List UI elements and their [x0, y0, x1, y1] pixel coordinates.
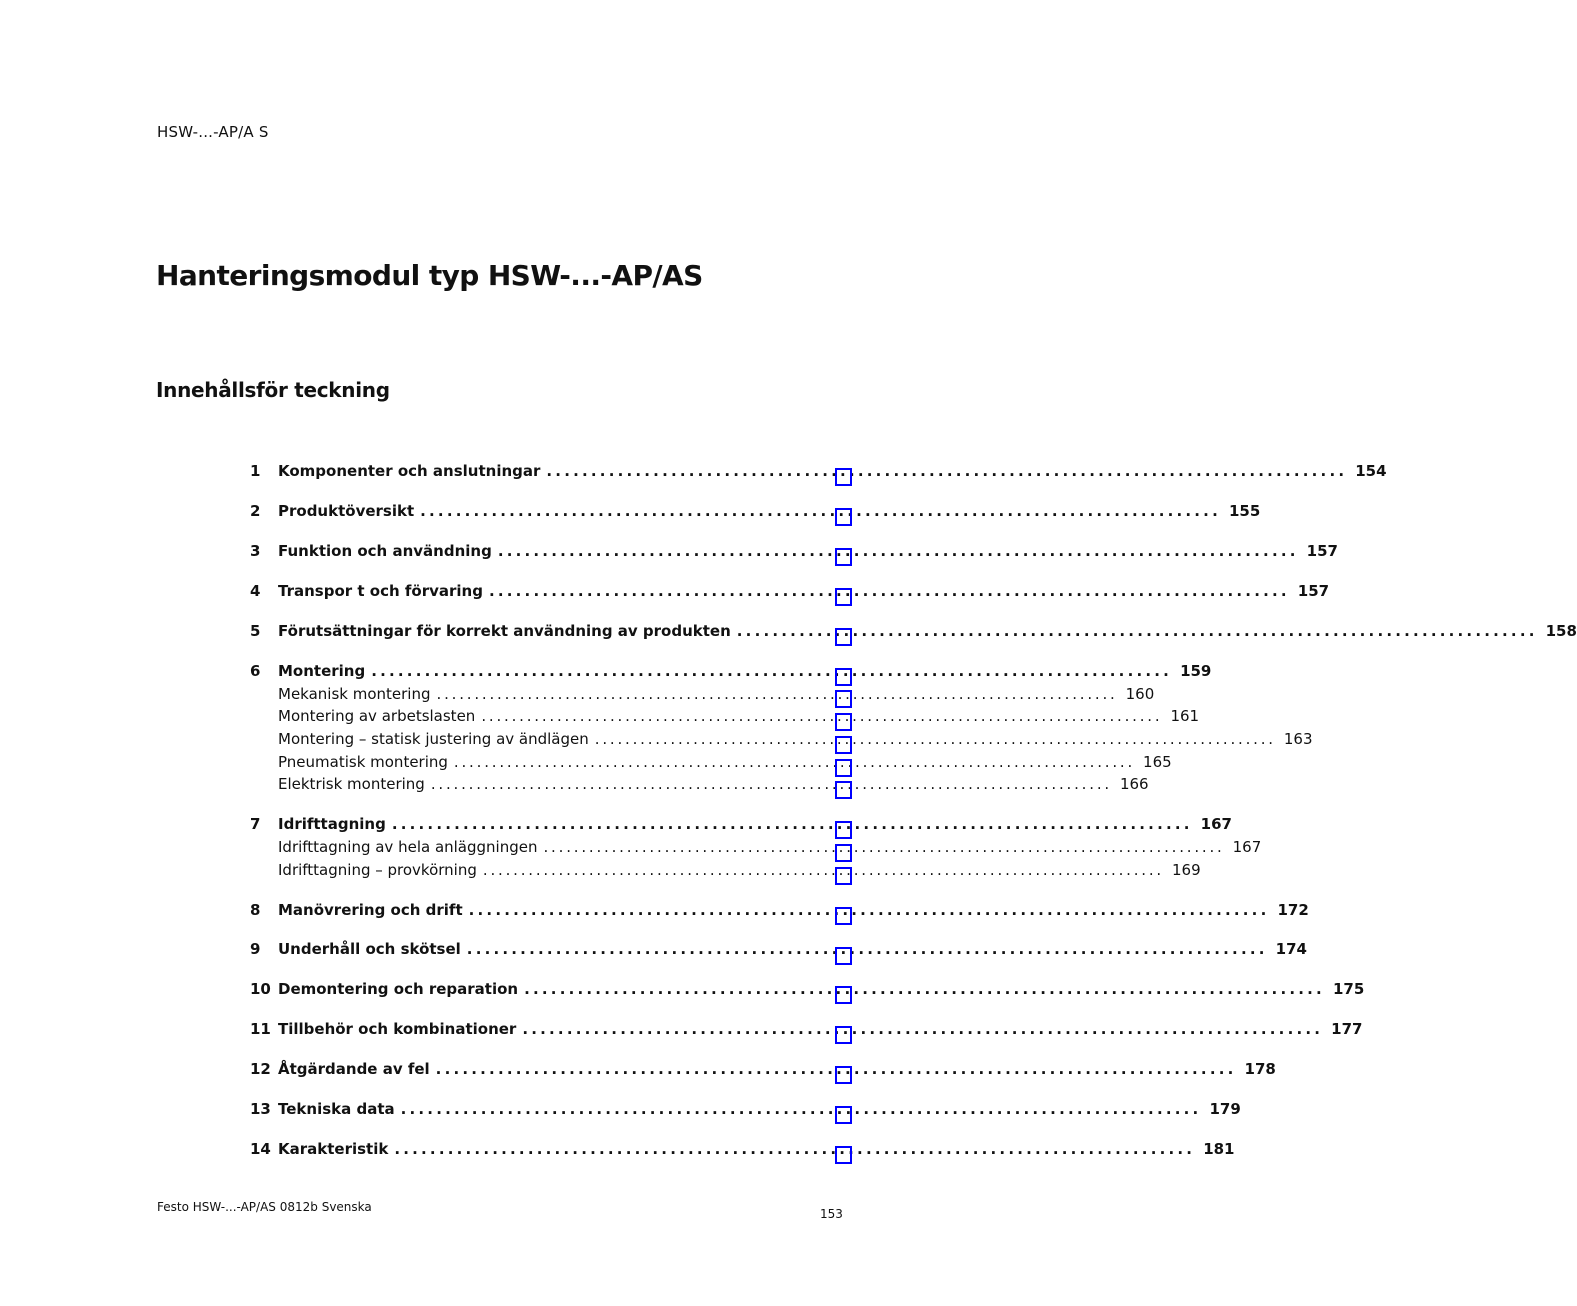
- footer-document-info: Festo HSW-...-AP/AS 0812b Svenska: [157, 1200, 372, 1214]
- toc-entry-number: 6: [250, 662, 261, 680]
- toc-subentry-6-1[interactable]: [250, 683, 1155, 705]
- page-link-box[interactable]: [835, 508, 852, 526]
- document-title: Hanteringsmodul typ HSW-...-AP/AS: [156, 259, 703, 292]
- toc-entry-page: 166: [1119, 775, 1149, 793]
- toc-entry-12[interactable]: [250, 1058, 1276, 1080]
- toc-entry-title[interactable]: Pneumatisk montering: [278, 753, 448, 771]
- toc-entry-title[interactable]: Mekanisk montering: [278, 685, 431, 703]
- toc-entry-number: 3: [250, 542, 261, 560]
- dot-leader: ..........................................................................................: [391, 815, 1193, 833]
- toc-entry-14[interactable]: [250, 1138, 1235, 1160]
- toc-entry-page: 155: [1228, 502, 1261, 520]
- toc-entry-1[interactable]: [250, 460, 1387, 482]
- toc-entry-page: 154: [1355, 462, 1387, 480]
- dot-leader: ..........................................................................................: [400, 1100, 1202, 1118]
- toc-entry-title[interactable]: Karakteristik: [278, 1140, 389, 1158]
- toc-entry-3[interactable]: [250, 540, 1338, 562]
- toc-entry-page: 178: [1244, 1060, 1276, 1078]
- toc-entry-13[interactable]: [250, 1098, 1241, 1120]
- dot-leader: ..........................................................................................: [546, 462, 1348, 480]
- toc-entry-number: 12: [250, 1060, 271, 1078]
- toc-entry-page: 165: [1143, 753, 1172, 771]
- toc-entry-page: 167: [1200, 815, 1232, 833]
- page-link-box[interactable]: [835, 1026, 852, 1044]
- toc-entry-number: 14: [250, 1140, 271, 1158]
- toc-subentry-6-4[interactable]: [250, 751, 1172, 773]
- toc-heading: Innehållsför teckning: [156, 378, 390, 402]
- dot-leader: ..........................................................................................: [435, 1060, 1237, 1078]
- toc-entry-title[interactable]: Komponenter och anslutningar: [278, 462, 541, 480]
- dot-leader: ..........................................................................................: [394, 1140, 1196, 1158]
- toc-entry-page: 172: [1277, 901, 1309, 919]
- toc-entry-title[interactable]: Montering av arbetslasten: [278, 707, 476, 725]
- dot-leader: ..........................................................................................: [594, 730, 1276, 748]
- dot-leader: ..........................................................................................: [543, 838, 1225, 856]
- dot-leader: ..........................................................................................: [482, 861, 1164, 879]
- dot-leader: ..........................................................................................: [371, 662, 1173, 680]
- toc-entry-page: 158: [1545, 622, 1577, 640]
- toc-entry-title[interactable]: Underhåll och skötsel: [278, 940, 461, 958]
- page-link-box[interactable]: [835, 1106, 852, 1124]
- toc-entry-page: 175: [1332, 980, 1365, 998]
- toc-entry-page: 159: [1180, 662, 1212, 680]
- page-link-box[interactable]: [835, 781, 852, 799]
- toc-entry-5[interactable]: [250, 620, 1577, 642]
- dot-leader: ..........................................................................................: [420, 502, 1221, 520]
- page-link-box[interactable]: [835, 588, 852, 606]
- toc-entry-number: 4: [250, 582, 261, 600]
- toc-entry-title[interactable]: Montering – statisk justering av ändlägen: [278, 730, 589, 748]
- page-link-box[interactable]: [835, 628, 852, 646]
- dot-leader: ..........................................................................................: [497, 542, 1299, 560]
- toc-entry-number: 5: [250, 622, 261, 640]
- toc-entry-title[interactable]: Funktion och användning: [278, 542, 492, 560]
- toc-entry-title[interactable]: Idrifttagning – provkörning: [278, 861, 477, 879]
- toc-entry-2[interactable]: [250, 500, 1261, 522]
- toc-subentry-6-2[interactable]: [250, 705, 1200, 727]
- dot-leader: ..........................................................................................: [466, 940, 1268, 958]
- toc-entry-page: 177: [1331, 1020, 1363, 1038]
- dot-leader: ..........................................................................................: [481, 707, 1163, 725]
- dot-leader: ..........................................................................................: [430, 775, 1112, 793]
- toc-entry-4[interactable]: [250, 580, 1330, 602]
- toc-entry-page: 160: [1125, 685, 1155, 703]
- page-link-box[interactable]: [835, 1146, 852, 1164]
- toc-entry-page: 169: [1172, 861, 1201, 879]
- toc-entry-title[interactable]: Tillbehör och kombinationer: [278, 1020, 517, 1038]
- toc-entry-page: 181: [1203, 1140, 1235, 1158]
- running-head: HSW-...-AP/A S: [157, 123, 269, 141]
- page-link-box[interactable]: [835, 986, 852, 1004]
- toc-entry-page: 167: [1232, 838, 1262, 856]
- toc-entry-number: 9: [250, 940, 261, 958]
- toc-entry-title[interactable]: Manövrering och drift: [278, 901, 463, 919]
- toc-entry-title[interactable]: Demontering och reparation: [278, 980, 519, 998]
- toc-entry-title[interactable]: Transpor t och förvaring: [278, 582, 483, 600]
- toc-entry-page: 161: [1170, 707, 1200, 725]
- toc-entry-number: 8: [250, 901, 261, 919]
- toc-entry-8[interactable]: [250, 899, 1309, 921]
- toc-entry-title[interactable]: Montering: [278, 662, 366, 680]
- page-link-box[interactable]: [835, 548, 852, 566]
- dot-leader: ..........................................................................................: [453, 753, 1136, 771]
- dot-leader: ..........................................................................................: [522, 1020, 1324, 1038]
- toc-entry-page: 163: [1283, 730, 1313, 748]
- page-link-box[interactable]: [835, 1066, 852, 1084]
- dot-leader: ..........................................................................................: [436, 685, 1118, 703]
- toc-subentry-6-5[interactable]: [250, 773, 1149, 795]
- toc-entry-page: 174: [1275, 940, 1307, 958]
- toc-entry-title[interactable]: Förutsättningar för korrekt användning av produkten: [278, 622, 731, 640]
- toc-entry-title[interactable]: Idrifttagning: [278, 815, 386, 833]
- toc-entry-6[interactable]: [250, 660, 1212, 682]
- toc-subentry-6-3[interactable]: [250, 728, 1313, 750]
- toc-entry-number: 1: [250, 462, 261, 480]
- toc-entry-9[interactable]: [250, 938, 1307, 960]
- dot-leader: ..........................................................................................: [524, 980, 1325, 998]
- page-link-box[interactable]: [835, 907, 852, 925]
- toc-entry-7[interactable]: [250, 813, 1232, 835]
- page-link-box[interactable]: [835, 867, 852, 885]
- footer-page-number: 153: [820, 1207, 843, 1221]
- toc-entry-title[interactable]: Tekniska data: [278, 1100, 395, 1118]
- toc-entry-title[interactable]: Åtgärdande av fel: [278, 1060, 430, 1078]
- toc-subentry-7-1[interactable]: [250, 836, 1262, 858]
- toc-entry-page: 157: [1306, 542, 1338, 560]
- toc-entry-number: 11: [250, 1020, 271, 1038]
- toc-entry-11[interactable]: [250, 1018, 1363, 1040]
- toc-entry-title[interactable]: Elektrisk montering: [278, 775, 425, 793]
- toc-entry-page: 179: [1209, 1100, 1241, 1118]
- toc-subentry-7-2[interactable]: [250, 859, 1201, 881]
- toc-entry-10[interactable]: [250, 978, 1365, 1000]
- dot-leader: ..........................................................................................: [488, 582, 1290, 600]
- page-link-box[interactable]: [835, 468, 852, 486]
- toc-entry-number: 13: [250, 1100, 271, 1118]
- toc-entry-number: 2: [250, 502, 261, 520]
- dot-leader: ..........................................................................................: [736, 622, 1538, 640]
- toc-entry-number: 10: [250, 980, 271, 998]
- toc-entry-title[interactable]: Produktöversikt: [278, 502, 415, 520]
- toc-entry-number: 7: [250, 815, 261, 833]
- page-link-box[interactable]: [835, 947, 852, 965]
- dot-leader: ..........................................................................................: [468, 901, 1270, 919]
- toc-entry-title[interactable]: Idrifttagning av hela anläggningen: [278, 838, 538, 856]
- toc-entry-page: 157: [1297, 582, 1330, 600]
